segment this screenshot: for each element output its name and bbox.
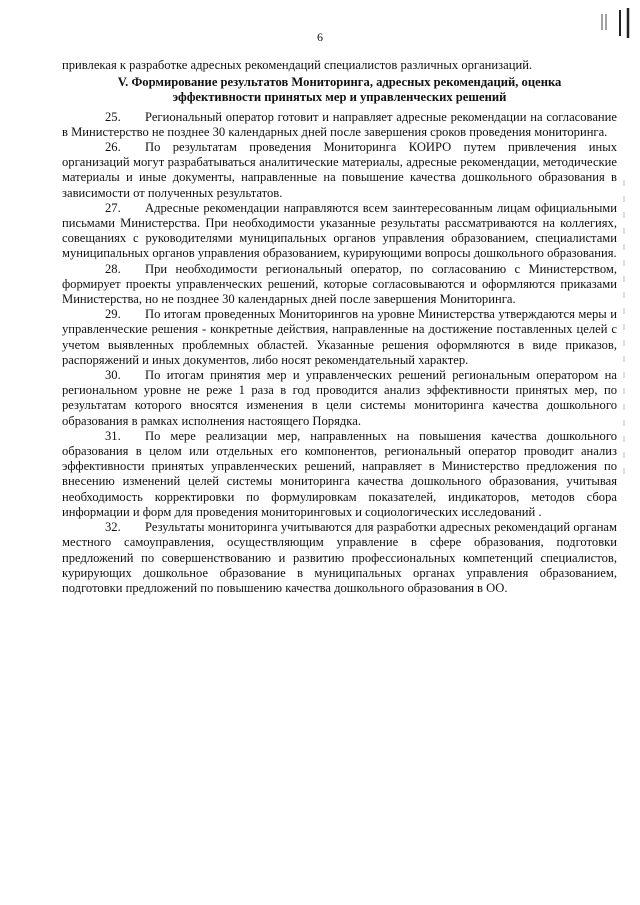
scan-edge-shadow (622, 180, 626, 480)
paragraph-number: 32. (105, 520, 121, 535)
page-number: 6 (317, 30, 323, 44)
intro-paragraph: привлекая к разработке адресных рекомендаций специалистов различных организаций. (62, 58, 533, 72)
paragraph-text: Адресные рекомендации направляются всем заинтересованным лицам официальными письмами Министерства. При необходимости указанные результаты рассматриваются на коллегиях, совещаниях с руководителями муниципальных органов управления образованием, специалистами муниципальных органов управления образованием, курирующими вопросы дошкольного образования. (62, 200, 617, 261)
paragraph-text: По итогам принятия мер и управленческих решений региональным оператором на региональном уровне не реже 1 раза в год проводится анализ эффективности принятых мер, по результатам которого вносятся изменения в цели системы мониторинга качества дошкольного образования в рамках исполнения настоящего Порядка. (62, 368, 617, 428)
paragraph-number: 28. (105, 261, 121, 276)
paragraph-30 (62, 368, 617, 429)
paragraph-32 (62, 520, 617, 596)
paragraph-number: 27. (105, 200, 121, 215)
paragraph-number: 31. (105, 428, 121, 443)
paragraph-number: 26. (105, 140, 121, 155)
paragraph-28 (62, 262, 617, 308)
paragraph-27 (62, 201, 617, 262)
paragraph-number: 25. (105, 109, 121, 124)
document-body (62, 58, 617, 596)
paragraph-text: При необходимости региональный оператор, по согласованию с Министерством, формирует проекты управленческих решений, которые согласовываются и оформляются приказами Министерства, но не позднее 30 календарных дней после завершения Мониторинга. (62, 261, 617, 307)
paragraph-text: Результаты мониторинга учитываются для разработки адресных рекомендаций органам местного самоуправления, осуществляющим управление в сфере образования, подготовки предложений по совершенствованию и развитию профессиональных компетенций специалистов, курирующих дошкольное образование в муниципальных органах управления образованием, подготовки предложений по повышению качества дошкольного образования в ОО. (62, 520, 617, 595)
paragraph-text: По мере реализации мер, направленных на повышения качества дошкольного образования в целом или отдельных его компонентов, региональный оператор проводит анализ эффективности принятых управленческих решений, направляет в Министерство предложения по внесению изменений целей системы мониторинга качества дошкольного образования, учитывая необходимость корректировки по формулировкам показателей, индикаторов, методов сбора информации и форм для проведения мониторинговых и социологических исследований . (62, 428, 617, 519)
paragraph-text: По результатам проведения Мониторинга КОИРО путем привлечения иных организаций могут разрабатываться аналитические материалы, адресные рекомендации, методические материалы и иные документы, направленные на повышение качества дошкольного образования в зависимости от полученных результатов. (62, 140, 617, 200)
scan-artifact-marks (594, 8, 634, 38)
paragraph-number: 29. (105, 307, 121, 322)
paragraph-text: Региональный оператор готовит и направляет адресные рекомендации на согласование в Министерство не позднее 30 календарных дней после завершения сроков проведения мониторинга. (62, 109, 617, 139)
paragraph-31 (62, 429, 617, 520)
paragraph-26 (62, 140, 617, 201)
paragraph-29 (62, 307, 617, 368)
section-heading: V. Формирование результатов Мониторинга, адресных рекомендаций, оценка эффективности принятых мер и управленческих решений (117, 75, 562, 105)
paragraph-number: 30. (105, 368, 121, 383)
paragraph-25 (62, 110, 617, 140)
paragraph-text: По итогам проведенных Мониторингов на уровне Министерства утверждаются меры и управленческие решения - конкретные действия, направленные на достижение поставленных целей с учетом выявленных проблемных областей. Указанные решения оформляются в виде приказов, распоряжений и иных документов, либо носят рекомендательный характер. (62, 307, 617, 367)
